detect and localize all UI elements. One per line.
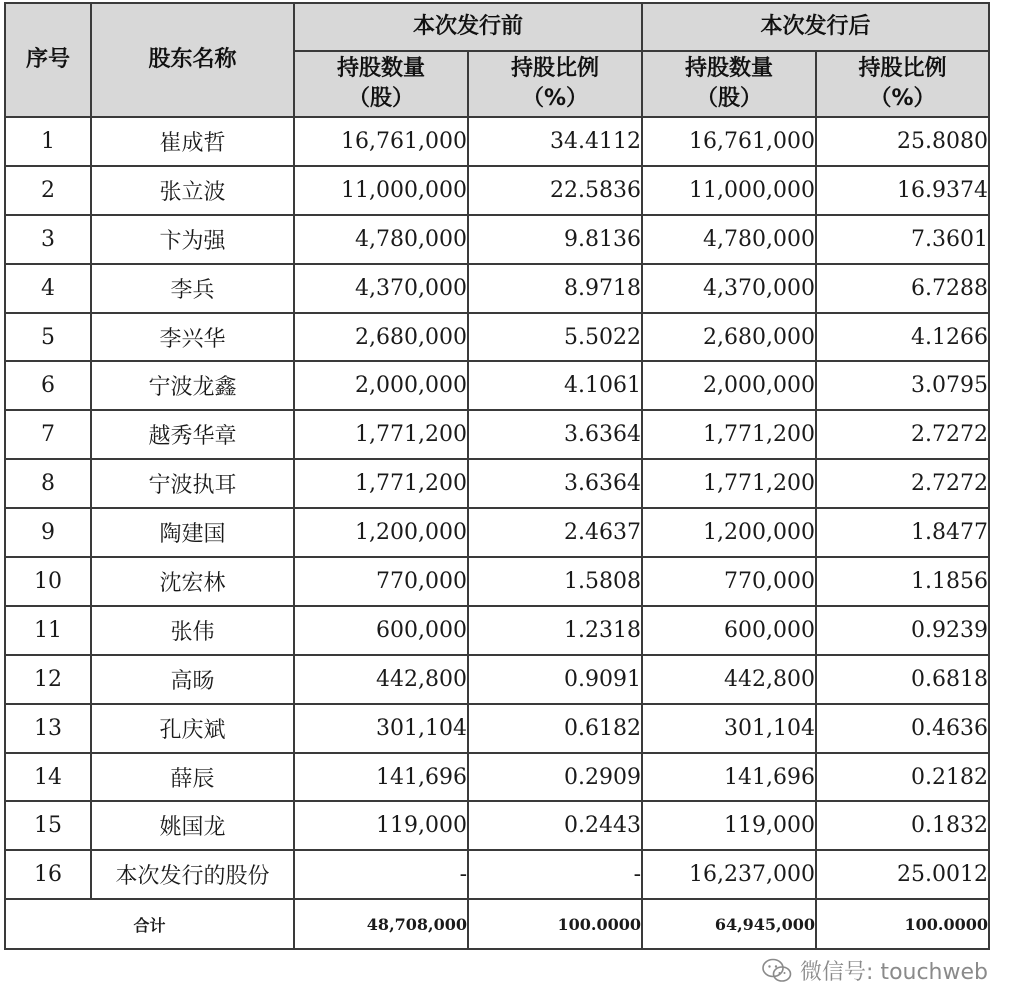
- after-ratio: 16.9374: [816, 166, 989, 215]
- before-shares: 119,000: [294, 801, 468, 850]
- table-row: [5, 264, 989, 313]
- total-before-ratio: 100.0000: [468, 899, 642, 949]
- table-row: [5, 508, 989, 557]
- header-shares-unit: （股）: [696, 86, 763, 111]
- after-shares: 301,104: [642, 704, 816, 753]
- table-row: [5, 410, 989, 459]
- table-header: [5, 3, 989, 117]
- before-ratio: 0.6182: [468, 704, 642, 753]
- before-shares: 301,104: [294, 704, 468, 753]
- after-ratio: 1.8477: [816, 508, 989, 557]
- table-row: [5, 753, 989, 802]
- after-ratio: 7.3601: [816, 215, 989, 264]
- shareholder-table: [4, 2, 990, 950]
- before-shares: 11,000,000: [294, 166, 468, 215]
- header-ratio-label: 持股比例: [858, 56, 947, 81]
- before-shares: 4,780,000: [294, 215, 468, 264]
- table-row: [5, 215, 989, 264]
- row-index: 11: [5, 606, 91, 655]
- watermark-text: 微信号: touchweb: [800, 960, 988, 985]
- after-shares: 16,761,000: [642, 117, 816, 166]
- before-shares: 2,680,000: [294, 313, 468, 362]
- before-shares: 770,000: [294, 557, 468, 606]
- row-index: 1: [5, 117, 91, 166]
- before-shares: 1,200,000: [294, 508, 468, 557]
- shareholder-name: 孔庆斌: [91, 704, 294, 753]
- row-index: 13: [5, 704, 91, 753]
- after-shares: 2,680,000: [642, 313, 816, 362]
- total-label: 合计: [5, 899, 294, 949]
- table-row: [5, 166, 989, 215]
- header-after-ratio: [816, 51, 989, 117]
- after-shares: 442,800: [642, 655, 816, 704]
- header-shares-label: 持股数量: [685, 56, 774, 81]
- before-ratio: 1.2318: [468, 606, 642, 655]
- after-ratio: 4.1266: [816, 313, 989, 362]
- after-shares: 1,771,200: [642, 410, 816, 459]
- after-shares: 141,696: [642, 753, 816, 802]
- shareholder-name: 薛辰: [91, 753, 294, 802]
- after-ratio: 2.7272: [816, 410, 989, 459]
- after-ratio: 6.7288: [816, 264, 989, 313]
- shareholder-name: 崔成哲: [91, 117, 294, 166]
- after-shares: 1,771,200: [642, 459, 816, 508]
- before-ratio: 9.8136: [468, 215, 642, 264]
- header-shares-unit: （股）: [347, 86, 414, 111]
- after-shares: 4,780,000: [642, 215, 816, 264]
- header-row-groups: [5, 3, 989, 51]
- row-index: 5: [5, 313, 91, 362]
- shareholder-name: 李兴华: [91, 313, 294, 362]
- header-ratio-label: 持股比例: [511, 56, 600, 81]
- after-shares: 16,237,000: [642, 850, 816, 899]
- total-row: [5, 899, 989, 949]
- row-index: 3: [5, 215, 91, 264]
- before-ratio: 0.2443: [468, 801, 642, 850]
- after-shares: 600,000: [642, 606, 816, 655]
- before-shares: 1,771,200: [294, 459, 468, 508]
- before-ratio: 3.6364: [468, 410, 642, 459]
- table-body: [5, 117, 989, 899]
- before-shares: 141,696: [294, 753, 468, 802]
- after-ratio: 0.6818: [816, 655, 989, 704]
- after-shares: 770,000: [642, 557, 816, 606]
- header-before-ratio: [468, 51, 642, 117]
- after-shares: 4,370,000: [642, 264, 816, 313]
- before-shares: 600,000: [294, 606, 468, 655]
- after-ratio: 1.1856: [816, 557, 989, 606]
- before-ratio: 4.1061: [468, 361, 642, 410]
- row-index: 14: [5, 753, 91, 802]
- before-shares: 442,800: [294, 655, 468, 704]
- before-ratio: -: [468, 850, 642, 899]
- before-ratio: 1.5808: [468, 557, 642, 606]
- table-row: [5, 117, 989, 166]
- row-index: 10: [5, 557, 91, 606]
- shareholder-name: 张立波: [91, 166, 294, 215]
- after-ratio: 3.0795: [816, 361, 989, 410]
- header-group-after: 本次发行后: [642, 3, 989, 51]
- table-row: [5, 361, 989, 410]
- row-index: 4: [5, 264, 91, 313]
- table-row: [5, 557, 989, 606]
- before-ratio: 3.6364: [468, 459, 642, 508]
- row-index: 12: [5, 655, 91, 704]
- header-index: 序号: [5, 3, 91, 117]
- before-shares: 2,000,000: [294, 361, 468, 410]
- after-ratio: 25.8080: [816, 117, 989, 166]
- wechat-icon: [762, 958, 792, 984]
- after-shares: 1,200,000: [642, 508, 816, 557]
- before-ratio: 34.4112: [468, 117, 642, 166]
- after-shares: 2,000,000: [642, 361, 816, 410]
- table-row: [5, 850, 989, 899]
- shareholder-name: 越秀华章: [91, 410, 294, 459]
- header-before-shares: [294, 51, 468, 117]
- after-shares: 11,000,000: [642, 166, 816, 215]
- after-ratio: 25.0012: [816, 850, 989, 899]
- before-ratio: 0.9091: [468, 655, 642, 704]
- shareholder-name: 本次发行的股份: [91, 850, 294, 899]
- total-after-shares: 64,945,000: [642, 899, 816, 949]
- row-index: 7: [5, 410, 91, 459]
- before-ratio: 0.2909: [468, 753, 642, 802]
- row-index: 2: [5, 166, 91, 215]
- shareholder-name: 沈宏林: [91, 557, 294, 606]
- after-ratio: 0.2182: [816, 753, 989, 802]
- header-shareholder-name: 股东名称: [91, 3, 294, 117]
- row-index: 9: [5, 508, 91, 557]
- before-shares: 4,370,000: [294, 264, 468, 313]
- after-ratio: 2.7272: [816, 459, 989, 508]
- after-ratio: 0.1832: [816, 801, 989, 850]
- table-row: [5, 459, 989, 508]
- after-ratio: 0.9239: [816, 606, 989, 655]
- table-row: [5, 704, 989, 753]
- header-ratio-unit: （%）: [521, 86, 589, 111]
- table-row: [5, 313, 989, 362]
- header-shares-label: 持股数量: [336, 56, 425, 81]
- header-after-shares: [642, 51, 816, 117]
- shareholder-name: 李兵: [91, 264, 294, 313]
- before-shares: 1,771,200: [294, 410, 468, 459]
- before-shares: 16,761,000: [294, 117, 468, 166]
- before-ratio: 8.9718: [468, 264, 642, 313]
- watermark: [762, 955, 988, 986]
- table-row: [5, 801, 989, 850]
- row-index: 8: [5, 459, 91, 508]
- total-after-ratio: 100.0000: [816, 899, 989, 949]
- row-index: 15: [5, 801, 91, 850]
- before-ratio: 2.4637: [468, 508, 642, 557]
- before-ratio: 5.5022: [468, 313, 642, 362]
- shareholder-name: 宁波龙鑫: [91, 361, 294, 410]
- total-before-shares: 48,708,000: [294, 899, 468, 949]
- shareholder-name: 卞为强: [91, 215, 294, 264]
- row-index: 16: [5, 850, 91, 899]
- shareholder-name: 宁波执耳: [91, 459, 294, 508]
- before-ratio: 22.5836: [468, 166, 642, 215]
- table-row: [5, 655, 989, 704]
- header-group-before: 本次发行前: [294, 3, 642, 51]
- before-shares: -: [294, 850, 468, 899]
- after-ratio: 0.4636: [816, 704, 989, 753]
- shareholder-name: 高旸: [91, 655, 294, 704]
- header-ratio-unit: （%）: [869, 86, 936, 111]
- row-index: 6: [5, 361, 91, 410]
- table-row: [5, 606, 989, 655]
- after-shares: 119,000: [642, 801, 816, 850]
- shareholder-name: 陶建国: [91, 508, 294, 557]
- shareholder-name: 张伟: [91, 606, 294, 655]
- shareholder-name: 姚国龙: [91, 801, 294, 850]
